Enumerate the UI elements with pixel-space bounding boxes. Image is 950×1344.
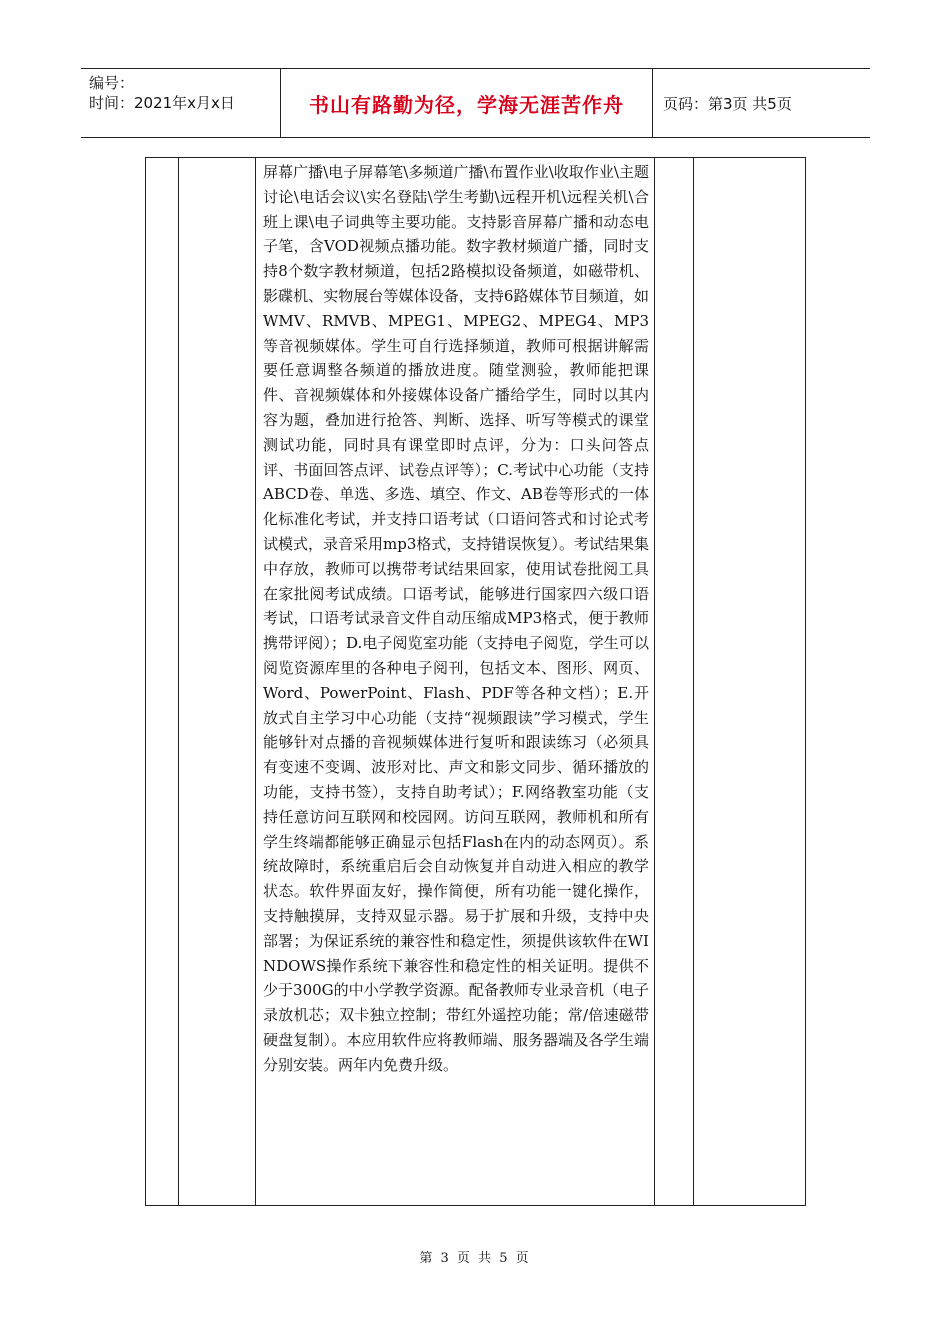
- table-column-line: [693, 158, 694, 1205]
- table-column-line: [654, 158, 655, 1205]
- spec-table: [145, 157, 806, 1206]
- page-footer: 第 3 页 共 5 页: [419, 1251, 531, 1266]
- document-date: 时间：2021年x月x日: [89, 94, 235, 112]
- header-divider: [652, 69, 653, 137]
- header-page-info: 页码：第3页 共5页: [663, 94, 792, 113]
- page-header: [81, 68, 870, 138]
- table-column-line: [255, 158, 256, 1205]
- table-column-line: [178, 158, 179, 1205]
- document-number: 编号：: [89, 74, 135, 92]
- table-cell-description: 屏幕广播\电子屏幕笔\多频道广播\布置作业\收取作业\主题讨论\电话会议\实名登陆\学生考勤\远程开机\远程关机\合班上课\电子词典等主要功能。支持影音屏幕广播和动态电子笔，含VOD视频点播功能。数字教材频道广播，同时支持8个数字教材频道，包括2路模拟设备频道，如磁带机、影碟机、实物展台等媒体设备，支持6路媒体节目频道，如WMV、RMVB、MPEG1、MPEG2、MPEG4、MP3等音视频媒体。学生可自行选择频道，教师可根据讲解需要任意调整各频道的播放进度。随堂测验，教师能把课件、音视频媒体和外接媒体设备广播给学生，同时以其内容为题，叠加进行抢答、判断、选择、听写等模式的课堂测试功能，同时具有课堂即时点评，分为：口头问答点评、书面回答点评、试卷点评等）；C.考试中心功能（支持ABCD卷、单选、多选、填空、作文、AB卷等形式的一体化标准化考试，并支持口语考试（口语问答式和讨论式考试模式，录音采用mp3格式，支持错误恢复）。考试结果集中存放，教师可以携带考试结果回家，使用试卷批阅工具在家批阅考试成绩。口语考试，能够进行国家四六级口语考试，口语考试录音文件自动压缩成MP3格式，便于教师携带评阅）；D.电子阅览室功能（支持电子阅览，学生可以阅览资源库里的各种电子阅刊，包括文本、图形、网页、Word、PowerPoint、Flash、PDF等各种文档）；E.开放式自主学习中心功能（支持“视频跟读”学习模式，学生能够针对点播的音视频媒体进行复听和跟读练习（必须具有变速不变调、波形对比、声文和影文同步、循环播放的功能，支持书签），支持自助考试）；F.网络教室功能（支持任意访问互联网和校园网。访问互联网，教师机和所有学生终端都能够正确显示包括Flash在内的动态网页）。系统故障时，系统重启后会自动恢复并自动进入相应的教学状态。软件界面友好，操作简便，所有功能一键化操作，支持触摸屏，支持双显示器。易于扩展和升级，支持中央部署；为保证系统的兼容性和稳定性，须提供该软件在WINDOWS操作系统下兼容性和稳定性的相关证明。提供不少于300G的中小学教学资源。配备教师专业录音机（电子录放机芯；双卡独立控制；带红外遥控功能；常/倍速磁带硬盘复制）。本应用软件应将教师端、服务器端及各学生端分别安装。两年内免费升级。: [263, 163, 649, 1074]
- header-motto: 书山有路勤为径，学海无涯苦作舟: [309, 92, 624, 117]
- header-meta: [89, 73, 235, 113]
